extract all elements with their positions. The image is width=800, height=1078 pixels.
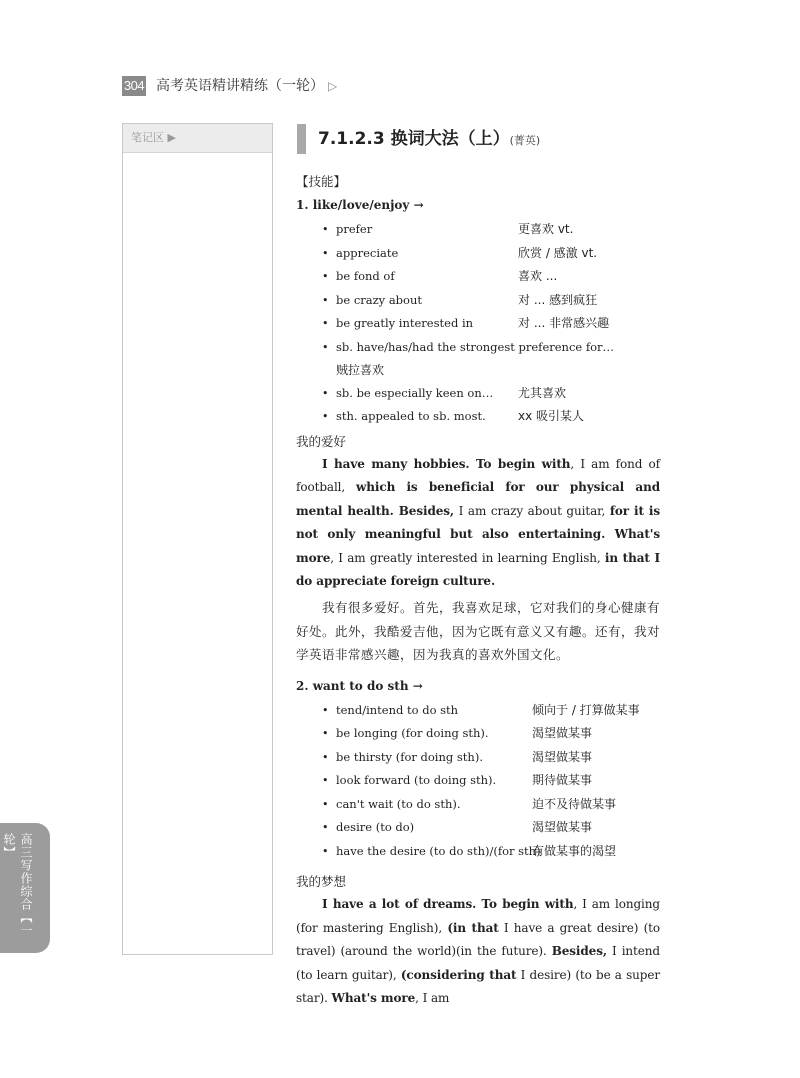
notes-header: 笔记区 ▶ (123, 124, 272, 153)
phrase-english: can't wait (to do sth). (336, 796, 461, 811)
item1-para-title: 我的爱好 (296, 433, 347, 449)
phrase-english: sth. appealed to sb. most. (336, 409, 486, 423)
phrase-chinese: 贼拉喜欢 (336, 362, 385, 377)
phrase-english: tend/intend to do sth (336, 702, 459, 717)
emphasis-text: I have a lot of dreams. To begin with (322, 897, 574, 912)
side-tab-label: 高三写作综合【一轮】 (2, 833, 33, 937)
section-title (318, 126, 540, 154)
page-number: 304 (122, 76, 146, 96)
phrase-chinese: 渴望做某事 (532, 749, 593, 764)
item1-paragraph (296, 453, 660, 595)
body-text: I am crazy about guitar, (454, 503, 610, 518)
emphasis-text: (considering that (400, 967, 517, 982)
phrase-english: be longing (for doing sth). (336, 726, 489, 741)
body-text: , I am (415, 991, 450, 1006)
body-text: I have a great desire) (to travel) (around the world)(in the future). (296, 920, 660, 959)
item1-heading: 1. like/love/enjoy → (296, 198, 424, 212)
item2-phrase-list (296, 699, 660, 864)
phrase-chinese: 欣赏 / 感激 vt. (518, 245, 598, 260)
body-text: , I am longing (for mastering English), (296, 897, 660, 935)
phrase-chinese: 渴望做某事 (532, 820, 593, 835)
body-text: I intend (to learn guitar), (296, 944, 660, 982)
phrase-chinese: 有做某事的渴望 (532, 843, 617, 858)
phrase-english: sb. have/has/had the strongest preference for… (336, 339, 615, 354)
phrase-english: prefer (336, 222, 373, 236)
item1-phrase-list (296, 218, 660, 429)
phrase-item (296, 289, 660, 313)
phrase-item (296, 722, 660, 746)
phrase-english: be crazy about (336, 292, 422, 307)
phrase-chinese: 迫不及待做某事 (532, 796, 617, 811)
main-content (296, 170, 660, 1011)
phrase-english: have the desire (to do sth)/(for sth) (336, 843, 541, 858)
phrase-chinese: xx 吸引某人 (518, 409, 585, 423)
item2-para-title: 我的梦想 (296, 874, 347, 890)
phrase-english: desire (to do) (336, 820, 415, 835)
emphasis-text: I have many hobbies. To begin with (322, 456, 571, 471)
phrase-english: sb. be especially keen on… (336, 385, 494, 400)
phrase-item (296, 816, 660, 840)
phrase-item (296, 242, 660, 266)
phrase-item (296, 746, 660, 770)
body-text: I desire) (to be a super star). (296, 967, 660, 1006)
phrase-english: be fond of (336, 269, 395, 283)
emphasis-text: which is beneficial for our physical and mental health. Besides, (296, 480, 660, 518)
phrase-english: appreciate (336, 245, 399, 260)
phrase-english: be thirsty (for doing sth). (336, 749, 483, 764)
phrase-item (296, 405, 660, 429)
phrase-chinese: 期待做某事 (532, 773, 593, 788)
emphasis-text: for it is not only meaningful but also entertaining. What's more (296, 503, 660, 565)
phrase-chinese: 倾向于 / 打算做某事 (532, 702, 640, 717)
section-title-text: 7.1.2.3 换词大法（上） (318, 129, 510, 149)
emphasis-text: in that I do appreciate foreign culture. (296, 550, 660, 589)
phrase-english: look forward (to doing sth). (336, 773, 497, 788)
body-text: , I am greatly interested in learning English, (330, 550, 605, 565)
phrase-item (296, 382, 660, 406)
item2-heading: 2. want to do sth → (296, 678, 423, 693)
book-title: 高考英语精讲精练（一轮） (156, 78, 324, 94)
phrase-item (296, 312, 660, 336)
phrase-item (296, 336, 660, 382)
phrase-item (296, 769, 660, 793)
emphasis-text: Besides, (551, 944, 607, 959)
phrase-item (296, 793, 660, 817)
item2-paragraph (296, 893, 660, 1011)
phrase-chinese: 喜欢 ... (518, 269, 558, 283)
phrase-item (296, 699, 660, 723)
phrase-item (296, 218, 660, 242)
phrase-chinese: 尤其喜欢 (518, 385, 567, 400)
side-tab (0, 823, 50, 953)
body-text: , I am fond of football, (296, 456, 660, 495)
skill-label: 【技能】 (296, 174, 347, 189)
section-marker (297, 124, 306, 154)
phrase-chinese: 更喜欢 vt. (518, 222, 574, 236)
notes-panel (122, 123, 273, 955)
phrase-item (296, 840, 660, 864)
emphasis-text: What's more (331, 991, 416, 1006)
item1-paragraph-zh: 我有很多爱好。首先，我喜欢足球，它对我们的身心健康有好处。此外，我酷爱吉他，因为它既有意义又有趣。还有，我对学英语非常感兴趣，因为我真的喜欢外国文化。 (296, 600, 661, 663)
phrase-chinese: 对 ... 感到疯狂 (518, 292, 598, 307)
phrase-chinese: 渴望做某事 (532, 726, 593, 741)
emphasis-text: (in that (447, 920, 499, 935)
section-tag: (菁英) (509, 134, 541, 147)
play-arrow-icon: ▷ (328, 79, 338, 93)
phrase-chinese: 对 ... 非常感兴趣 (518, 316, 610, 330)
phrase-item (296, 265, 660, 289)
phrase-english: be greatly interested in (336, 316, 474, 330)
